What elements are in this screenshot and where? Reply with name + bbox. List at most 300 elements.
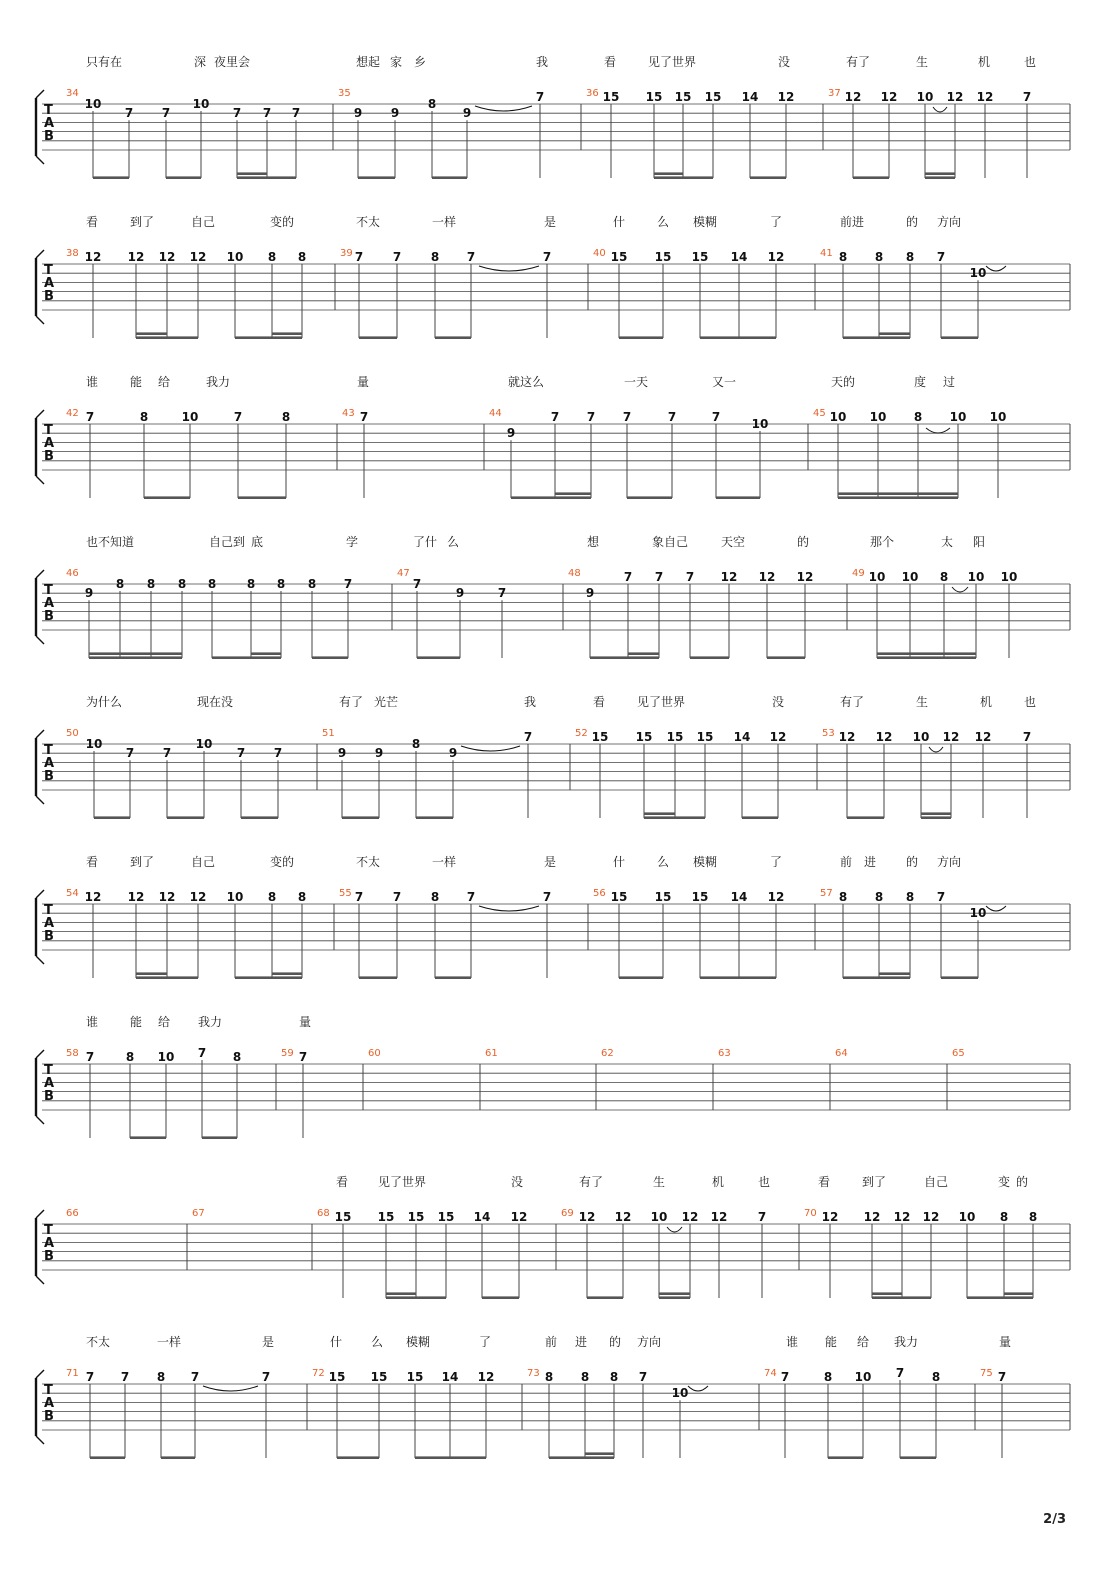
tab-clef-letter: T — [44, 103, 53, 118]
fret-number: 12 — [893, 1210, 911, 1224]
beam — [251, 652, 281, 655]
lyric-syllable: 能 — [130, 375, 143, 389]
tab-clef-letter: A — [44, 436, 55, 451]
measure-number: 46 — [66, 568, 79, 579]
lyric-syllable: 生 — [653, 1175, 666, 1189]
measure-number: 48 — [568, 568, 581, 579]
lyric-syllable: 了 — [770, 215, 783, 229]
bracket-top-hook — [36, 890, 44, 898]
beam — [879, 332, 910, 335]
lyric-syllable: 我力 — [198, 1015, 223, 1029]
fret-number: 7 — [197, 1046, 207, 1060]
fret-number: 10 — [1000, 570, 1018, 584]
fret-number: 8 — [838, 890, 848, 904]
bracket-bottom-hook — [36, 1436, 44, 1444]
beam — [386, 1292, 416, 1295]
fret-number: 12 — [863, 1210, 881, 1224]
beam — [89, 652, 182, 655]
fret-number: 9 — [506, 426, 516, 441]
fret-number: 15 — [610, 890, 628, 904]
fret-number: 7 — [757, 1210, 767, 1224]
fret-number: 12 — [880, 90, 898, 104]
measure-number: 55 — [339, 888, 352, 899]
fret-number: 10 — [829, 410, 847, 424]
fret-number: 8 — [281, 410, 291, 424]
fret-number: 15 — [370, 1370, 388, 1384]
lyric-syllable: 乡 — [414, 55, 427, 69]
fret-number: 12 — [777, 90, 795, 104]
measure-number: 59 — [281, 1048, 294, 1059]
fret-number: 8 — [156, 1370, 166, 1384]
tie-slur — [952, 587, 968, 592]
fret-number: 10 — [195, 737, 213, 751]
fret-number: 12 — [189, 250, 207, 264]
tab-clef-letter: B — [44, 1409, 54, 1424]
tab-clef-letter: T — [44, 583, 53, 598]
tab-clef-letter: A — [44, 756, 55, 771]
measure-number: 58 — [66, 1048, 79, 1059]
beam — [144, 496, 190, 499]
fret-number: 10 — [226, 890, 244, 904]
beam — [337, 1456, 379, 1459]
fret-number: 12 — [189, 890, 207, 904]
measure-number: 67 — [192, 1208, 205, 1219]
fret-number: 7 — [125, 746, 135, 761]
tab-clef-letter: T — [44, 743, 53, 758]
fret-number: 12 — [844, 90, 862, 104]
beam — [359, 976, 397, 979]
tab-clef-letter: A — [44, 916, 55, 931]
measure-number: 57 — [820, 888, 833, 899]
beam — [847, 816, 884, 819]
beam — [872, 1296, 931, 1299]
lyric-syllable: 又一 — [712, 375, 737, 389]
measure-number: 52 — [575, 728, 588, 739]
fret-number: 10 — [181, 410, 199, 424]
lyric-syllable: 模糊 — [693, 215, 718, 229]
lyric-syllable: 方向 — [937, 215, 962, 229]
fret-number: 15 — [674, 90, 692, 104]
measure-number: 61 — [485, 1048, 498, 1059]
beam — [659, 1296, 690, 1299]
fret-number: 7 — [85, 1370, 95, 1384]
beam — [136, 332, 167, 335]
beam — [828, 1456, 863, 1459]
fret-number: 15 — [635, 730, 653, 744]
lyric-syllable: 也 — [758, 1175, 771, 1189]
fret-number: 10 — [949, 410, 967, 424]
fret-number: 7 — [161, 106, 171, 121]
lyric-syllable: 那个 — [870, 535, 895, 549]
fret-number: 7 — [291, 106, 301, 121]
tie-slur — [479, 906, 539, 911]
fret-number: 8 — [905, 890, 915, 904]
fret-number: 7 — [711, 410, 721, 424]
lyric-syllable: 家 — [390, 55, 403, 69]
beam — [627, 496, 672, 499]
lyric-syllable: 看 — [86, 855, 99, 869]
beam — [359, 336, 397, 339]
fret-number: 10 — [671, 1386, 689, 1401]
fret-number: 9 — [337, 746, 347, 761]
measure-number: 36 — [586, 88, 599, 99]
fret-number: 9 — [84, 586, 94, 601]
fret-number: 7 — [466, 250, 476, 264]
fret-number: 8 — [609, 1370, 619, 1384]
tie-slur — [479, 266, 539, 271]
tab-clef-letter: T — [44, 423, 53, 438]
beam — [967, 1296, 1033, 1299]
lyric-syllable: 看 — [336, 1175, 349, 1189]
beam — [482, 1296, 519, 1299]
lyric-syllable: 象自己 — [652, 535, 689, 549]
tab-system-8 — [36, 1174, 1070, 1299]
beam — [619, 336, 663, 339]
beam — [212, 656, 281, 659]
fret-number: 7 — [232, 106, 242, 121]
beam — [644, 812, 675, 815]
measure-number: 43 — [342, 408, 355, 419]
fret-number: 10 — [854, 1370, 872, 1384]
beam — [941, 976, 978, 979]
fret-number: 8 — [544, 1370, 554, 1384]
fret-number: 7 — [550, 410, 560, 424]
measure-number: 35 — [338, 88, 351, 99]
fret-number: 14 — [730, 250, 748, 264]
measure-number: 54 — [66, 888, 79, 899]
beam — [877, 652, 976, 655]
lyric-syllable: 是 — [544, 855, 557, 869]
fret-number: 10 — [989, 410, 1007, 424]
lyric-syllable: 见了世界 — [637, 695, 686, 709]
measure-number: 73 — [527, 1368, 540, 1379]
fret-number: 7 — [298, 1050, 308, 1064]
fret-number: 7 — [262, 106, 272, 121]
lyric-syllable: 深 — [194, 55, 207, 69]
fret-number: 7 — [273, 746, 283, 761]
lyric-syllable: 也 — [1024, 695, 1037, 709]
beam — [416, 816, 453, 819]
fret-number: 14 — [730, 890, 748, 904]
lyric-syllable: 我 — [536, 55, 549, 69]
fret-number: 15 — [610, 250, 628, 264]
lyric-syllable: 前进 — [840, 215, 865, 229]
lyric-syllable: 只有在 — [86, 55, 123, 69]
tab-clef-letter: A — [44, 1396, 55, 1411]
tab-clef-letter: T — [44, 1223, 53, 1238]
beam — [435, 336, 471, 339]
fret-number: 7 — [343, 577, 353, 591]
beam — [432, 176, 467, 179]
fret-number: 7 — [622, 410, 632, 424]
fret-number: 7 — [497, 586, 507, 601]
fret-number: 9 — [462, 106, 472, 121]
fret-number: 7 — [654, 570, 664, 584]
measure-number: 72 — [312, 1368, 325, 1379]
beam — [272, 972, 302, 975]
lyric-syllable: 了 — [770, 855, 783, 869]
beam — [1004, 1292, 1033, 1295]
bracket-bottom-hook — [36, 156, 44, 164]
tab-system-5 — [36, 694, 1070, 819]
measure-number: 38 — [66, 248, 79, 259]
fret-number: 15 — [654, 250, 672, 264]
fret-number: 7 — [124, 106, 134, 121]
tab-clef-letter: B — [44, 449, 54, 464]
bracket-top-hook — [36, 1370, 44, 1378]
fret-number: 8 — [267, 250, 277, 264]
beam — [590, 656, 659, 659]
tie-slur — [688, 1386, 708, 1391]
lyric-syllable: 变的 — [270, 215, 295, 229]
tie-slur — [203, 1386, 258, 1391]
bracket-top-hook — [36, 410, 44, 418]
beam — [921, 816, 951, 819]
fret-number: 10 — [869, 410, 887, 424]
lyric-syllable: 生 — [916, 695, 929, 709]
bracket-top-hook — [36, 90, 44, 98]
lyric-syllable: 学 — [346, 535, 359, 549]
fret-number: 7 — [190, 1370, 200, 1384]
fret-number: 8 — [430, 890, 440, 904]
lyric-syllable: 底 — [251, 535, 264, 549]
fret-number: 7 — [895, 1366, 905, 1380]
beam — [136, 336, 198, 339]
measure-number: 56 — [593, 888, 606, 899]
fret-number: 7 — [120, 1370, 130, 1384]
fret-number: 8 — [297, 890, 307, 904]
fret-number: 8 — [267, 890, 277, 904]
fret-number: 7 — [236, 746, 246, 761]
measure-number: 63 — [718, 1048, 731, 1059]
lyric-syllable: 谁 — [86, 375, 99, 389]
lyric-syllable: 变 — [998, 1175, 1011, 1189]
beam — [843, 336, 910, 339]
beam — [415, 1456, 486, 1459]
fret-number: 7 — [233, 410, 243, 424]
lyric-syllable: 进 — [864, 855, 877, 869]
lyric-syllable: 量 — [357, 375, 370, 389]
fret-number: 15 — [377, 1210, 395, 1224]
lyric-syllable: 阳 — [973, 535, 986, 549]
measure-number: 68 — [317, 1208, 330, 1219]
fret-number: 15 — [691, 250, 709, 264]
fret-number: 7 — [542, 890, 552, 904]
fret-number: 12 — [127, 890, 145, 904]
beam — [654, 176, 713, 179]
tab-clef-letter: A — [44, 276, 55, 291]
bracket-bottom-hook — [36, 796, 44, 804]
lyric-syllable: 我力 — [206, 375, 231, 389]
lyric-syllable: 是 — [262, 1335, 275, 1349]
fret-number: 8 — [999, 1210, 1009, 1224]
lyric-syllable: 有了 — [840, 695, 865, 709]
tab-system-6 — [36, 854, 1070, 979]
bracket-top-hook — [36, 250, 44, 258]
lyric-syllable: 前 — [545, 1335, 558, 1349]
fret-number: 8 — [430, 250, 440, 264]
measure-number: 45 — [813, 408, 826, 419]
measure-number: 42 — [66, 408, 79, 419]
beam — [237, 172, 267, 175]
lyric-syllable: 不太 — [356, 215, 381, 229]
fret-number: 15 — [406, 1370, 424, 1384]
lyric-syllable: 也不知道 — [86, 535, 135, 549]
fret-number: 12 — [84, 890, 102, 904]
bracket-bottom-hook — [36, 316, 44, 324]
fret-number: 7 — [523, 730, 533, 744]
fret-number: 10 — [192, 97, 210, 111]
fret-number: 7 — [412, 577, 422, 591]
fret-number: 10 — [751, 417, 769, 431]
lyric-syllable: 为什么 — [86, 695, 123, 709]
fret-number: 9 — [390, 106, 400, 121]
fret-number: 14 — [741, 90, 759, 104]
measure-number: 41 — [820, 248, 833, 259]
beam — [941, 336, 978, 339]
beam — [342, 816, 379, 819]
lyric-syllable: 么 — [447, 535, 460, 549]
fret-number: 9 — [374, 746, 384, 761]
lyric-syllable: 就这么 — [508, 375, 545, 389]
beam — [549, 1456, 614, 1459]
lyric-syllable: 模糊 — [693, 855, 718, 869]
fret-number: 10 — [967, 570, 985, 584]
tab-system-1 — [36, 54, 1070, 179]
fret-number: 7 — [1022, 90, 1032, 104]
beam — [417, 656, 460, 659]
fret-number: 10 — [157, 1050, 175, 1064]
measure-number: 53 — [822, 728, 835, 739]
lyric-syllable: 过 — [943, 375, 956, 389]
fret-number: 7 — [586, 410, 596, 424]
fret-number: 12 — [767, 890, 785, 904]
fret-number: 14 — [441, 1370, 459, 1384]
fret-number: 10 — [868, 570, 886, 584]
bracket-top-hook — [36, 730, 44, 738]
fret-number: 8 — [913, 410, 923, 424]
page-number: 2/3 — [1043, 1512, 1066, 1527]
beam — [654, 172, 683, 175]
fret-number: 8 — [139, 410, 149, 424]
lyric-syllable: 谁 — [786, 1335, 799, 1349]
beam — [585, 1452, 614, 1455]
fret-number: 8 — [276, 577, 286, 591]
beam — [166, 176, 201, 179]
lyric-syllable: 模糊 — [406, 1335, 431, 1349]
fret-number: 12 — [838, 730, 856, 744]
fret-number: 8 — [146, 577, 156, 591]
lyric-syllable: 自己 — [924, 1175, 949, 1189]
lyric-syllable: 的 — [609, 1335, 622, 1349]
tab-clef-letter: B — [44, 289, 54, 304]
beam — [925, 172, 955, 175]
lyric-syllable: 机 — [978, 55, 991, 69]
lyric-syllable: 想起 — [356, 55, 381, 69]
fret-number: 14 — [473, 1210, 491, 1224]
fret-number: 7 — [936, 890, 946, 904]
fret-number: 12 — [946, 90, 964, 104]
tie-slur — [933, 107, 947, 112]
measure-number: 66 — [66, 1208, 79, 1219]
lyric-syllable: 给 — [857, 1335, 870, 1349]
fret-number: 12 — [758, 570, 776, 584]
fret-number: 8 — [874, 890, 884, 904]
lyric-syllable: 看 — [593, 695, 606, 709]
beam — [700, 336, 776, 339]
fret-number: 8 — [1028, 1210, 1038, 1224]
fret-number: 8 — [931, 1370, 941, 1384]
fret-number: 12 — [767, 250, 785, 264]
fret-number: 7 — [936, 250, 946, 264]
lyric-syllable: 想 — [587, 535, 600, 549]
measure-number: 51 — [322, 728, 335, 739]
fret-number: 10 — [969, 266, 987, 281]
fret-number: 7 — [667, 410, 677, 424]
fret-number: 7 — [638, 1370, 648, 1384]
fret-number: 15 — [407, 1210, 425, 1224]
lyric-syllable: 自己到 — [209, 535, 246, 549]
fret-number: 10 — [226, 250, 244, 264]
tab-clef-letter: T — [44, 1383, 53, 1398]
lyric-syllable: 前 — [840, 855, 853, 869]
beam — [872, 1292, 902, 1295]
fret-number: 7 — [780, 1370, 790, 1384]
lyric-syllable: 也 — [1024, 55, 1037, 69]
lyric-syllable: 了 — [479, 1335, 492, 1349]
fret-number: 12 — [976, 90, 994, 104]
tab-clef-letter: B — [44, 769, 54, 784]
fret-number: 8 — [905, 250, 915, 264]
fret-number: 12 — [796, 570, 814, 584]
beam — [235, 976, 302, 979]
beam — [235, 336, 302, 339]
bracket-bottom-hook — [36, 476, 44, 484]
beam — [644, 816, 705, 819]
lyric-syllable: 不太 — [86, 1335, 111, 1349]
fret-number: 12 — [681, 1210, 699, 1224]
beam — [136, 972, 167, 975]
lyric-syllable: 机 — [712, 1175, 725, 1189]
lyric-syllable: 方向 — [637, 1335, 662, 1349]
lyric-syllable: 看 — [818, 1175, 831, 1189]
beam — [853, 176, 889, 179]
tab-system-3 — [36, 374, 1070, 499]
fret-number: 15 — [437, 1210, 455, 1224]
tie-slur — [461, 746, 520, 751]
lyric-syllable: 什 — [330, 1335, 343, 1349]
beam — [690, 656, 729, 659]
tab-system-9 — [36, 1334, 1070, 1459]
tab-system-2 — [36, 214, 1070, 339]
tab-clef-letter: T — [44, 1063, 53, 1078]
fret-number: 12 — [942, 730, 960, 744]
fret-number: 8 — [207, 577, 217, 591]
measure-number: 50 — [66, 728, 79, 739]
lyric-syllable: 谁 — [86, 1015, 99, 1029]
lyric-syllable: 一样 — [432, 855, 457, 869]
fret-number: 12 — [510, 1210, 528, 1224]
beam — [879, 972, 910, 975]
measure-number: 70 — [804, 1208, 817, 1219]
lyric-syllable: 的 — [1016, 1175, 1029, 1189]
lyric-syllable: 一样 — [157, 1335, 182, 1349]
measure-number: 74 — [764, 1368, 777, 1379]
beam — [130, 1136, 166, 1139]
bracket-top-hook — [36, 1210, 44, 1218]
fret-number: 9 — [585, 586, 595, 601]
fret-number: 12 — [821, 1210, 839, 1224]
